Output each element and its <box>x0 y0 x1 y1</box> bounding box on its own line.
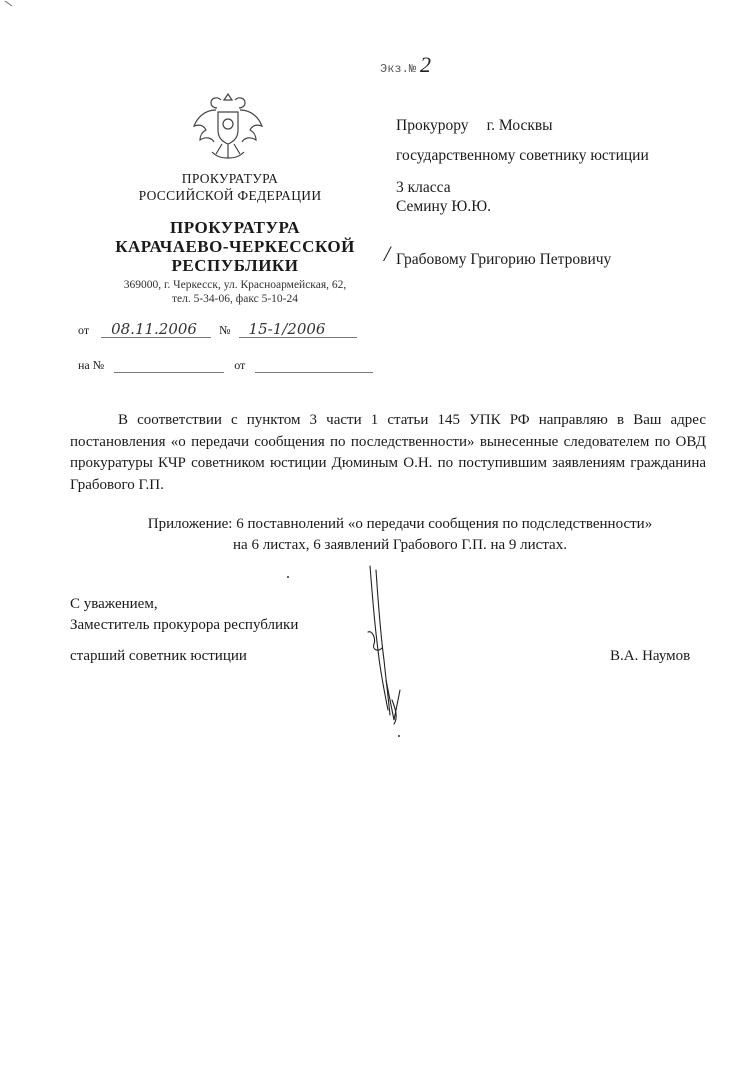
signer-name: В.А. Наумов <box>610 648 691 664</box>
ref-from-label: от <box>78 323 90 337</box>
incoming-reference <box>78 355 373 373</box>
attachment-line1: Приложение: 6 поставнолений «о передачи сообщения по подследственности» <box>147 516 653 532</box>
handwritten-signature <box>348 560 438 730</box>
ref-number: 15-1/2006 <box>239 320 357 338</box>
signer-rank: старший советник юстиции <box>70 648 247 664</box>
addressee-city: г. Москвы <box>486 117 553 134</box>
ref-re-label: на № <box>78 358 105 372</box>
ref-re-from-label: от <box>234 358 246 372</box>
address-line1: 369000, г. Черкесск, ул. Красноармейская, 62, <box>123 279 347 291</box>
addressee-title: Прокурору <box>396 117 469 134</box>
coat-of-arms-emblem <box>188 88 268 168</box>
address-line2: тел. 5-34-06, факс 5-10-24 <box>171 293 299 305</box>
outgoing-reference <box>78 320 357 338</box>
copy-number <box>380 52 431 78</box>
attachment-note <box>80 514 720 556</box>
parent-org-line2: РОССИЙСКОЙ ФЕДЕРАЦИИ <box>138 188 322 203</box>
ref-re-number <box>114 355 224 373</box>
addressee-line3: 3 класса <box>396 179 451 196</box>
signature-closing <box>70 594 298 636</box>
org-name-line2: КАРАЧАЕВО-ЧЕРКЕССКОЙ <box>115 237 355 256</box>
letter-body: В соответствии с пунктом 3 части 1 статьи 145 УПК РФ направляю в Ваш адрес постановления «о передачи сообщения по последственности» вынесенные следователем по ОВД прокуратуры КЧР советником юстиции Дюминым О.Н. по поступившим заявлениям гражданина Грабового Г.П. <box>70 412 706 493</box>
closing-text: С уважением, <box>70 596 158 612</box>
ref-re-date <box>255 355 373 373</box>
addressee-line2: государственному советнику юстиции <box>396 147 649 164</box>
org-name-line3: РЕСПУБЛИКИ <box>171 256 299 275</box>
ink-dot <box>287 576 289 578</box>
copy-number-label: Экз.№ <box>380 62 417 76</box>
org-name-line1: ПРОКУРАТУРА <box>170 218 300 237</box>
org-address <box>90 278 380 306</box>
parent-org-name <box>110 170 350 204</box>
handwritten-mark: / <box>384 241 391 266</box>
ref-number-label: № <box>219 323 231 337</box>
copy-number-value: 2 <box>420 52 432 77</box>
ref-date: 08.11.2006 <box>101 320 211 338</box>
ink-dot <box>398 735 400 737</box>
addressee-line1 <box>396 116 553 136</box>
attachment-line2: на 6 листах, 6 заявлений Грабового Г.П. на 9 листах. <box>233 537 567 553</box>
addressee-line4: Семину Ю.Ю. <box>396 198 492 215</box>
parent-org-line1: ПРОКУРАТУРА <box>181 171 279 186</box>
addressee-line5: Грабовому Григорию Петровичу <box>396 251 612 268</box>
org-name <box>90 218 380 275</box>
signer-position: Заместитель прокурора республики <box>70 617 299 633</box>
scan-mark <box>4 0 14 8</box>
